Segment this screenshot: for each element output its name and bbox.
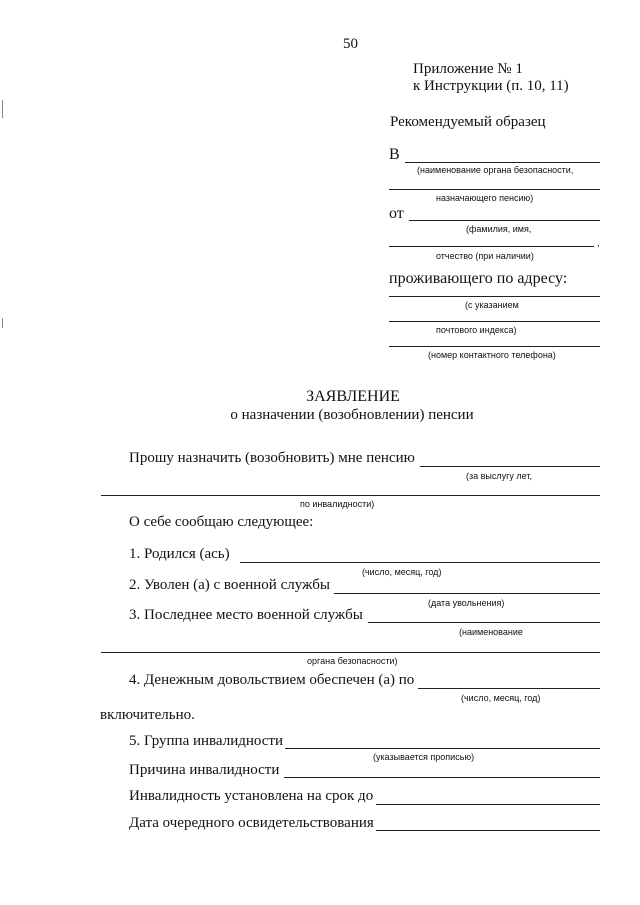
hint-item-2: (дата увольнения) xyxy=(428,598,505,608)
name-field-line-2 xyxy=(389,246,594,247)
from-prefix: от xyxy=(389,205,404,222)
scan-edge-mark xyxy=(2,100,3,118)
pension-type-line-2 xyxy=(101,495,600,496)
appendix-line-2: к Инструкции (п. 10, 11) xyxy=(413,78,569,94)
next-exam-label: Дата очередного освидетельствования xyxy=(129,815,374,831)
last-service-line-2 xyxy=(101,652,600,653)
phone-field-line xyxy=(389,346,600,347)
allowance-date-line xyxy=(418,688,600,689)
next-exam-line xyxy=(376,830,600,831)
item-1-label: 1. Родился (ась) xyxy=(129,546,230,562)
name-field-line-1 xyxy=(409,220,600,221)
hint-address-1: (с указанием xyxy=(465,300,519,310)
hint-item-5: (указывается прописью) xyxy=(373,752,475,762)
appendix-line-1: Приложение № 1 xyxy=(413,61,523,77)
address-field-line-1 xyxy=(389,296,600,297)
item-3-label: 3. Последнее место военной службы xyxy=(129,607,363,623)
hint-address-2: почтового индекса) xyxy=(436,325,517,335)
page-number: 50 xyxy=(343,36,358,52)
hint-request-2: по инвалидности) xyxy=(300,499,375,509)
disability-group-line xyxy=(285,748,600,749)
hint-item-3-2: органа безопасности) xyxy=(307,656,398,666)
document-title: ЗАЯВЛЕНИЕ xyxy=(306,388,400,405)
hint-name-2: отчество (при наличии) xyxy=(436,251,534,261)
hint-item-1: (число, месяц, год) xyxy=(362,567,442,577)
hint-org-2: назначающего пенсию) xyxy=(436,193,534,203)
disability-term-line xyxy=(376,804,600,805)
comma-mark: , xyxy=(597,238,600,249)
document-subtitle: о назначении (возобновлении) пенсии xyxy=(230,407,474,423)
item-5-label: 5. Группа инвалидности xyxy=(129,733,284,749)
birth-date-line xyxy=(240,562,600,563)
about-label: О себе сообщаю следующее: xyxy=(129,514,314,530)
residing-label: проживающего по адресу: xyxy=(389,270,568,287)
hint-request-1: (за выслугу лет, xyxy=(466,471,532,481)
org-field-line-2 xyxy=(389,189,600,190)
org-field-line-1 xyxy=(405,162,600,163)
last-service-line-1 xyxy=(368,622,600,623)
disability-cause-line xyxy=(284,777,600,778)
to-prefix: В xyxy=(389,146,400,163)
item-4-label: 4. Денежным довольствием обеспечен (а) по xyxy=(129,672,415,688)
recommended-sample: Рекомендуемый образец xyxy=(390,114,546,130)
hint-item-4: (число, месяц, год) xyxy=(461,693,541,703)
hint-item-3-1: (наименование xyxy=(459,627,523,637)
hint-phone: (номер контактного телефона) xyxy=(428,350,556,360)
cause-label: Причина инвалидности xyxy=(129,762,280,778)
discharge-date-line xyxy=(334,593,600,594)
hint-name-1: (фамилия, имя, xyxy=(466,224,532,234)
request-text: Прошу назначить (возобновить) мне пенсию xyxy=(129,450,415,466)
hint-org-1: (наименование органа безопасности, xyxy=(417,165,574,175)
term-label: Инвалидность установлена на срок до xyxy=(129,788,374,804)
pension-type-line-1 xyxy=(420,466,600,467)
inclusive-label: включительно. xyxy=(100,707,195,723)
scan-edge-mark xyxy=(2,318,3,328)
item-2-label: 2. Уволен (а) с военной службы xyxy=(129,577,330,593)
address-field-line-2 xyxy=(389,321,600,322)
